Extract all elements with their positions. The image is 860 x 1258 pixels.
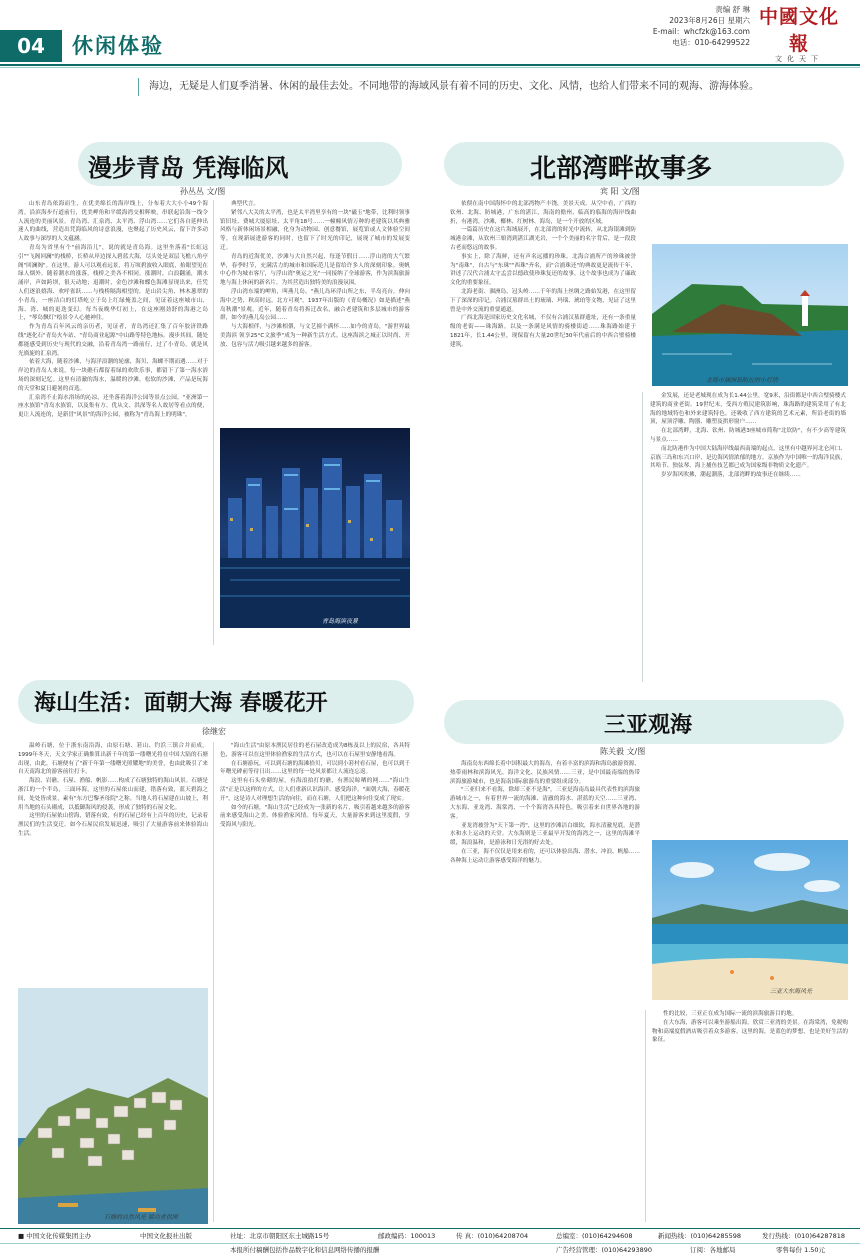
paragraph: 性的比较，三亚正在成为国际一流的滨海旅游目的地。 xyxy=(663,1011,798,1017)
paragraph: 在北部湾畔，北海、钦州、防城港3座城市简称"北钦防"，有不少高等建筑与景点…… xyxy=(650,428,846,443)
page-intro: 海边，无疑是人们夏季消暑、休闲的最佳去处。不同地带的海域风景有着不同的历史、文化、风情，也给人们带来不同的观海、游海体验。 xyxy=(138,78,849,96)
footer-row-1 xyxy=(0,1231,860,1242)
date-line: 2023年8月26日 星期六 xyxy=(669,16,750,25)
logo-subtitle: 文化天下 xyxy=(775,55,823,63)
photo-shitang-village xyxy=(18,988,208,1224)
footer-press: 中国文化报社出版 xyxy=(140,1232,192,1240)
footer-publisher: ■ 中国文化传媒集团主办 xyxy=(18,1232,92,1240)
photo-beibu-lighthouse xyxy=(652,244,848,386)
paragraph: 而北防港作为中国大陆海岸线最西南端的起点，这里有中越界河北仑河口、京族三岛和东兴口岸，是边海风情浓郁的地方。京族作为中国唯一的海洋民族，其哈节、独弦琴、海上捕鱼技艺都已成为国家级非物质文化遗产。 xyxy=(650,445,846,470)
paragraph: 浮山湾东端的岬角，叫燕儿岛。"燕儿岛环浮山所之东，半岛亮台，伸向海中之势，秋高时远，北方可观"。1937年出版的《青岛概况》如是描述"燕岛秋潮"景观。近年，随着青岛将拆迁改名，融合老建筑和多层城市的游客群，如今的燕儿岛公园…… xyxy=(220,288,410,322)
photo-caption: 石塘的自然风光 梁功者供图 xyxy=(104,1214,178,1221)
photo-sanya-beach xyxy=(652,840,848,1000)
paragraph: 一篇篇历史在这片海域展开，在北部湾的时光中流转，从北海银滩到防城港金滩，从钦州三娘湾到湛江湖光岩，一个个美丽的名字背后，是一段段古老而悠远的故事。 xyxy=(450,227,636,251)
article-column xyxy=(18,742,208,982)
section-title: 休闲体验 xyxy=(72,34,164,58)
paragraph: 青岛为省里有个"前海沿儿"，说的就是青岛海。这里坐落着"长虹远引""飞阁回澜"的栈桥，长桥从岸边探入碧蓝大海，尽头处是双层飞檐八角亭阁"回澜阁"。在这里，游人可以观看远景，将万顷碧波收入眼底，抬眼望见在绿人烟外。随着潮水的涨落，栈桥之美各不相同。涨潮时，白浪翻涌，潮水涌岸，声如跨坝，很天动地；退潮时，金色沙滩和蝶色海滩显现出来，任凭人们逐浪嬉海、欢呼雀跃……与栈桥隔海相望的，是山岩尖角、林木葱翠的小青岛，一座洁白的灯塔屹立于岛上红绿掩盖之间，见证着这座城市山、海、湾、城的更迭变幻。每当夜晚华灯初上，在这座刚劲舒的海港之岛上，"琴岛飘灯"绘景令人心驰神往。 xyxy=(18,244,208,322)
paragraph: 海浪、岩礁、石屋、渔船、帆影……构成了石塘独特的海山风景。石塘是浙江的一个半岛，三面环海，这里的石屋依山而建，错落有致，蓝天碧海之间，处处皆成景，素有"东方巴黎圣母院"之称。当地人将石屋建在山坡上，利用当地的石头砌成，以抵御海风的侵袭，形成了独特的石屋文化。 xyxy=(18,778,208,811)
paragraph: 温岭石塘，位于浙东南沿海，由原石塘、箬山、钓浜三镇合并而成。1999年冬天，天文学家正确推算出新千年的第一缕曙光将在中国大陆的石塘出现，由此，石塘便有了"新千年第一缕曙光照耀地"的美誉，也由此吸引了来自天南海北的游客前往打卡。 xyxy=(18,743,208,776)
article-column xyxy=(18,200,208,645)
paragraph: 依偎在南中国海怀中的北部湾物产丰饶，美景天成。从空中看，广西的钦州、北海、防城港，广东的湛江，海南的儋州、临高的临海的海岸线曲折，有港湾，沙滩，椰林、红树林、海岛，是一个开放的区域。 xyxy=(450,201,636,225)
column-divider xyxy=(645,1010,646,1222)
paragraph: "三亚归来不看海，除却三亚不是海"。三亚是海南岛最具代表性的滨海旅游城市之一，有着世界一流的海滩、清澈的海水、湛蓝的天空……三亚湾、大东海、亚龙湾、海棠湾，一个个海湾各具特色，吸引着来自世界各地的游客。 xyxy=(450,787,640,820)
paragraph: 金发展，还是老城现在成为长1.44公里，宽9米，沿街都是中西合璧骑楼式建筑的商业老街。19世纪末，受西方殖民建筑影响，珠海路的建筑采用了有北海的地域特色和外来建筑特色，还吸收了西方建筑的艺术元素，所沿老街的墙顶，屋顶浮雕、陶器、雕塑及拱形窗户…… xyxy=(650,393,846,426)
paragraph: 如今的石塘，"海山生活"已经成为一张新的名片，吸引着越来越多的游客前来感受海山之美、体验渔家风情。每年夏天，大量游客来到这里度假，享受海风与阳光。 xyxy=(220,804,410,829)
logo-name: 中國文化報 xyxy=(758,6,839,55)
photo-caption: 北海市涠洲岛附近的小灯塔 xyxy=(706,377,779,384)
article-title-haishan[interactable]: 海山生活：面朝大海 春暖花开 xyxy=(34,690,328,716)
article-title-beibu[interactable]: 北部湾畔故事多 xyxy=(530,154,713,184)
paragraph: 作为青岛百年风云的亲历者，见证者，青岛湾还汇集了百年胶济铁路线"逐化石"青岛火车站、"青岛商业起源"中山路等特色地标。漫步其间，随处都能感受到历史与现代的交融，沿着青岛湾一路前行，过了小青岛，就是风光旖旎的汇泉湾。 xyxy=(18,324,208,357)
paragraph: 依着大海，随着沙滩，与海洋浪潮的轮廓，海贝、海螺不期而遇……对于岸边的青岛人来说，每一块礁石都留着绿的欢欣乐事，都留下了第一海水浴场的深刻记忆。这里有清澈的海水，温暖的沙滩，松软的沙滩，产品是玩海的天堂和夏日避暑的首选。 xyxy=(18,359,208,392)
paragraph: 事实上，除了海鲜，还有声名远播的珍珠。北海合浦所产的珍珠被誉为"南珠"，自古与"东珠""西珠"齐名，而"合浦珠还"的典故更是流传千年，讲述了汉代合浦太守孟尝以德政使珍珠复还的故事，这个故事也成为了廉政文化的重要象征。 xyxy=(450,253,636,287)
paragraph: 青岛的近海优美，沙滩与大自然兴起，每逢节假日……浮山湾的大气繁华，春季时节，充满活力的城市和国际范儿是留给许多人的深刻印象。奥帆中心作为城市客厅，与浮山湾"奥运之光"一同接纳了全球游客，作为滨海旅游地与海上休闲的新名片，为其营造出独特美的浪漫氛围。 xyxy=(220,253,410,287)
paragraph: 汇泉湾不止海水浴场的沁凉，还坐落着海洋公园等景点公园。"亚洲第一座水族馆"青岛水族馆，以及集有方、优从文、洪深等名人故居等看点的便，更让人流连的，是新冒"风景"的海洋公园，被称为"青岛海上的明珠"。 xyxy=(18,394,208,419)
footer-ads: 广告经营管理：(010)64293890 xyxy=(556,1246,653,1254)
paragraph: "海山生活"由原本渔民居住的老石屋改造成为8栋及以上的民宿，各具特色，游客可以在这里体验渔家的生活方式，也可以在石屋里安静地看海。 xyxy=(220,743,410,758)
header-rule-thin xyxy=(0,67,860,68)
footer-rule xyxy=(0,1243,860,1244)
article-title-sanya[interactable]: 三亚观海 xyxy=(604,712,693,738)
footer-news-hotline: 新闻热线：(010)64285598 xyxy=(658,1232,742,1240)
photo-caption: 三亚大东海风光 xyxy=(770,988,813,995)
column-divider xyxy=(213,200,214,645)
byline-sanya: 陈关毅 文/图 xyxy=(600,747,646,756)
column-divider xyxy=(642,392,643,682)
paragraph: 在三亚，海不仅仅是用来看的，还可以体验出海、潜水、冲浪、帆船……各种海上运动让游客感受海洋的魅力。 xyxy=(450,848,640,864)
byline-qingdao: 孙丛丛 文/图 xyxy=(180,187,226,196)
paragraph: 与大海相伴，与沙滩相偎，与文艺撞个满怀……如今的青岛，"游世界最美海滨 领享25°C文旅季"成为一种新生活方式。这座海滨之城正以时尚、开放、包容与活力吸引越来越多的游客。 xyxy=(220,324,410,348)
paragraph: 岁岁海风吹拂，潮起潮落，北部湾畔的故事还在继续…… xyxy=(661,472,801,479)
paragraph: 这里有石头垒砌的屋，有海浪拍打的礁，有渔民晾晒的网……"海山生活"正是以这样的方式，让人们重新认识海洋、感受海洋。"面朝大海，春暖花开"，这是诗人对理想生活的向往，而在石塘，人们把这种向往变成了现实。 xyxy=(220,778,410,802)
photo-caption: 青岛海滨夜景 xyxy=(322,618,359,625)
photo-qingdao-night xyxy=(220,428,410,628)
article-column xyxy=(220,200,410,420)
paragraph: 在大东海，游客可以乘坐游船出海，欣赏三亚湾的美景。在海棠湾，免税购物和高端度假酒店吸引着众多游客。这里的海，是蓝色的梦想，也是美好生活的象征。 xyxy=(652,1019,848,1044)
paragraph: 广西北海是国家历史文化名城，不仅有合浦汉墓群遗址，还有一条重量级的老街——珠海路。以及一条满是风情的骑楼街道……珠海路始建于1821年，长1.44公里，现保留有大量20世纪30年代前后的中西合璧骑楼建筑。 xyxy=(450,315,636,348)
footer-postcode: 邮政编码：100013 xyxy=(378,1232,436,1240)
paragraph: 典型代言。 xyxy=(231,201,259,207)
footer-price: 零售每份 1.50元 xyxy=(776,1246,826,1254)
article-column xyxy=(450,760,640,1222)
byline-haishan: 徐继宏 xyxy=(202,727,226,736)
page-number: 04 xyxy=(0,30,62,62)
footer-distribution: 发行热线：(010)64287818 xyxy=(762,1232,846,1240)
paragraph: 亚龙湾被誉为"天下第一湾"，这里的沙滩洁白细软，海水清澈见底，是潜水和水上运动的天堂。大东海则是三亚最早开发的海湾之一，这里的海滩平缓，海浪温和，是游泳和日光浴的好去处。 xyxy=(450,822,640,847)
column-divider xyxy=(213,742,214,1222)
footer-subscribe: 订阅：各地邮局 xyxy=(690,1246,736,1254)
footer-royalty-note: 本报所付稿酬包括作品数字化和信息网络传播的报酬 xyxy=(230,1246,380,1254)
footer-row-2 xyxy=(0,1245,860,1256)
article-column xyxy=(220,742,410,1222)
paragraph: 紧邻八大关的太平湾，也是太平湾里享有的一块"磁玉"地带，比利时领事馆旧址、费城大厦原址、太平角18号……一幢幢风情万种的老建筑以其典雅风格与新体闲场景相融，化身为动物园、创意餐馆，展览馆或人文体验空间等，在现新展进游客的同时，也留下了时光的印记，展现了城市的发展变迁。 xyxy=(220,209,410,251)
article-column xyxy=(650,392,846,682)
paragraph: 山东青岛依海而生，在优美绵长的海岸线上，分布着大大小小49个海湾。沿滨海步行道前行，优美岬角和平缓海湾交相辉映，串联起沿海一线令人流连的美丽风景。青岛湾、汇泉湾、太平湾、浮山湾……它们各自延伸出迷人的曲线，营造出凭海临风的诗意浪漫，也聚起了历史风云，留下许多动人故事与深厚的人文蕴涵。 xyxy=(18,201,208,243)
byline-beibu: 宾 阳 文/图 xyxy=(600,187,640,196)
footer-rule xyxy=(0,1228,860,1229)
footer-editorial: 总编室：(010)64294608 xyxy=(556,1232,633,1240)
paragraph: 这里的石屋依山傍海，错落有致，有的石屋已经有上百年的历史，记录着渔民们的生活变迁。如今石屋民宿发展迅速，吸引了大量游客前来体验海山生活。 xyxy=(18,813,208,837)
paragraph: 海南岛东西绵长着中国积最大的海岛，有着丰富的滨海和海岛旅游资源，热带雨林和滨海风光、海洋文化、民族风情……三亚，是中国最南端的热带滨海旅游城市，也是海南国际旅游岛的重要组成部分。 xyxy=(450,761,640,785)
paragraph: 在石塘游玩，可以到石塘的海滩拾贝，可以到小箬村看石屋，也可以到千年曙光碑前等待日出……这里的每一处风景都让人流连忘返。 xyxy=(220,760,410,776)
footer-address: 社址：北京市朝阳区东土城路15号 xyxy=(230,1232,330,1240)
article-title-qingdao[interactable]: 漫步青岛 凭海临风 xyxy=(88,153,289,182)
footer-fax: 传 真：(010)64208704 xyxy=(456,1232,529,1240)
header-rule xyxy=(0,64,860,66)
editor-line: 责编 舒 琳 xyxy=(715,5,750,14)
article-column xyxy=(450,200,636,682)
newspaper-logo xyxy=(756,2,842,64)
article-column xyxy=(652,1010,848,1222)
paragraph: 北海老街、涠洲岛、冠头岭……千年的海上丝绸之路始发港，在这里留下了深深的印记。合浦汉墓群出土的琉璃、玛瑙、琥珀等文物，见证了这里曾是中外交流的重要通道。 xyxy=(450,288,636,313)
header-info xyxy=(653,4,750,48)
email-line[interactable]: E-mail：whcfzk@163.com xyxy=(652,27,750,36)
phone-line: 电话：010-64299522 xyxy=(672,38,750,47)
